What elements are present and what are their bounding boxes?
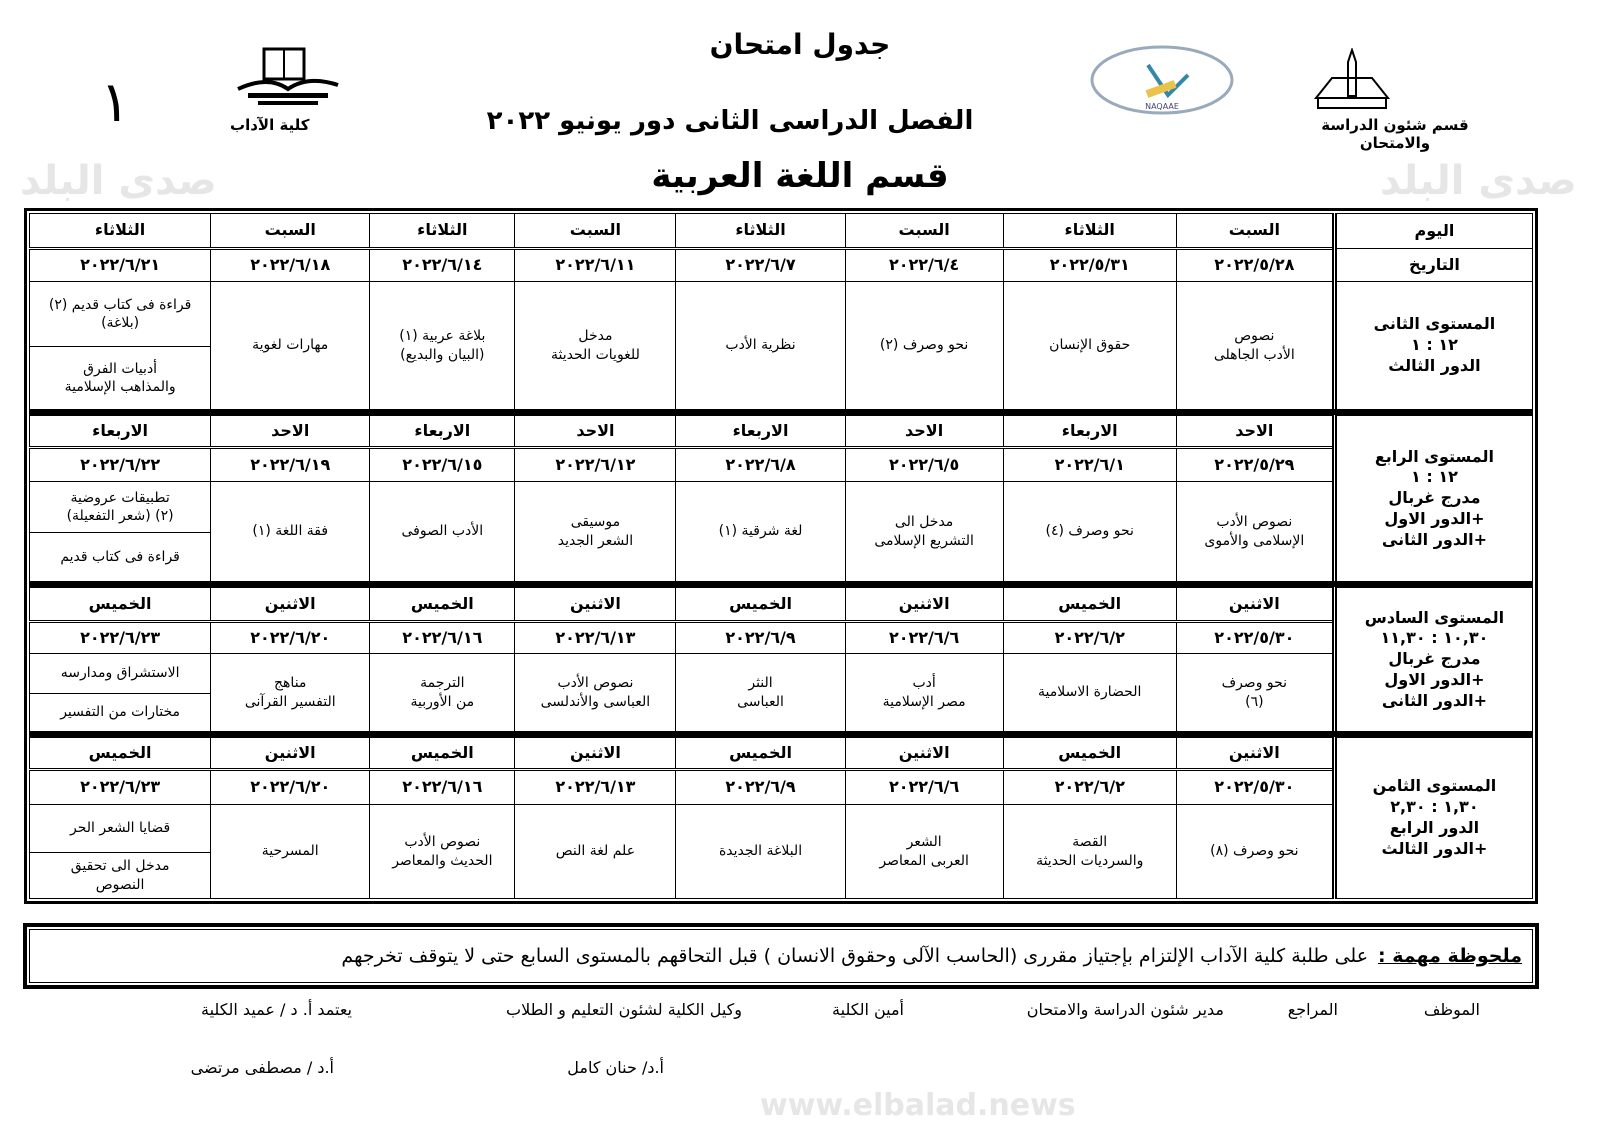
date-cell — [1176, 249, 1334, 282]
course-cell: النثر العباسى — [676, 654, 845, 735]
date-value: ٢٠٢٢/٦/١ — [1054, 454, 1125, 474]
course-cell: نصوص الأدب العباسى والأندلسى — [515, 654, 676, 735]
course-cell: مناهج التفسير القرآنى — [211, 654, 370, 735]
date-value: ٢٠٢٢/٦/٩ — [725, 777, 796, 797]
date-value: ٢٠٢٢/٥/٣١ — [1049, 255, 1130, 275]
course-row — [30, 805, 1533, 899]
day-cell: الاثنين — [211, 588, 370, 622]
signature-employee: الموظف — [1423, 1000, 1480, 1019]
course-cell: حقوق الإنسان — [1003, 282, 1176, 413]
day-cell: الاحد — [211, 416, 370, 448]
course-cell: مهارات لغوية — [211, 282, 370, 413]
course-row — [30, 482, 1533, 585]
date-value: ٢٠٢٢/٦/١٤ — [402, 255, 483, 275]
vice-dean-name: أ.د/ حنان كامل — [567, 1058, 664, 1077]
course-cell: موسيقى الشعر الجديد — [515, 482, 676, 585]
date-row — [30, 622, 1533, 654]
watermark-url: www.elbalad.news — [760, 1088, 1076, 1123]
semester-subtitle: الفصل الدراسى الثانى دور يونيو ٢٠٢٢ — [486, 106, 974, 136]
page-title: جدول امتحان — [709, 28, 891, 61]
level-section — [29, 587, 1533, 737]
course-row — [30, 654, 1533, 735]
course-cell: أدب مصر الإسلامية — [845, 654, 1003, 735]
date-cell — [845, 770, 1003, 805]
day-cell: الخميس — [370, 588, 515, 622]
level-label: المستوى الثانى ١٢ : ١ الدور الثالث — [1334, 282, 1532, 413]
day-cell: الاربعاء — [370, 416, 515, 448]
level-section — [29, 415, 1533, 587]
course-row — [30, 282, 1533, 413]
level-section — [29, 737, 1533, 899]
day-cell: الثلاثاء — [1003, 214, 1176, 249]
course-name: قراءة فى كتاب قديم (٢) (بلاغة) — [30, 282, 210, 347]
date-value: ٢٠٢٢/٦/٦ — [888, 627, 960, 647]
course-cell: الأدب الصوفى — [370, 482, 515, 585]
date-cell — [676, 249, 845, 282]
date-cell — [676, 448, 845, 482]
date-cell — [370, 249, 515, 282]
course-cell: نحو وصرف (٢) — [845, 282, 1003, 413]
date-value: ٢٠٢٢/٦/١٥ — [402, 454, 483, 474]
course-cell-split — [30, 282, 211, 413]
course-name: مختارات من التفسير — [60, 704, 181, 721]
course-cell: بلاغة عربية (١) (البيان والبديع) — [370, 282, 515, 413]
date-value: ٢٠٢٢/٦/٥ — [888, 454, 960, 474]
course-cell: فقة اللغة (١) — [211, 482, 370, 585]
level-label: المستوى السادس ١٠,٣٠ : ١١,٣٠ مدرج غربال +الدور الاول +الدور الثانى — [1334, 588, 1532, 735]
date-cell — [515, 448, 676, 482]
date-label: التاريخ — [1334, 249, 1532, 282]
date-cell — [30, 249, 211, 282]
watermark: صدى البلد — [20, 158, 217, 204]
date-row — [30, 448, 1533, 482]
course-cell: مدخل للغويات الحديثة — [515, 282, 676, 413]
faculty-logo-icon — [228, 45, 343, 107]
day-row — [30, 416, 1533, 448]
course-cell: نحو وصرف (٦) — [1176, 654, 1334, 735]
level-section — [29, 213, 1533, 415]
day-row — [30, 738, 1533, 770]
day-cell: الاربعاء — [676, 416, 845, 448]
course-cell: الشعر العربى المعاصر — [845, 805, 1003, 899]
date-value: ٢٠٢٢/٦/٢١ — [80, 255, 161, 275]
date-value: ٢٠٢٢/٦/١٩ — [250, 454, 331, 474]
exams-office-name: قسم شئون الدراسة والامتحان — [1321, 116, 1469, 152]
day-cell: الخميس — [30, 738, 211, 770]
date-value: ٢٠٢٢/٥/٣٠ — [1214, 777, 1295, 797]
date-value: ٢٠٢٢/٦/٦ — [888, 777, 960, 797]
exam-schedule-table — [24, 208, 1538, 904]
date-value: ٢٠٢٢/٦/١٣ — [555, 777, 636, 797]
signature-secretary: أمين الكلية — [832, 1000, 904, 1019]
date-cell — [211, 448, 370, 482]
day-row — [30, 588, 1533, 622]
course-name: تطبيقات عروضية (٢) (شعر التفعيلة) — [30, 482, 210, 533]
date-value: ٢٠٢٢/٦/٨ — [725, 454, 796, 474]
date-value: ٢٠٢٢/٦/٩ — [725, 627, 796, 647]
date-value: ٢٠٢٢/٦/٢٠ — [250, 777, 331, 797]
date-cell — [30, 448, 211, 482]
level-label: المستوى الرابع ١٢ : ١ مدرج غربال +الدور الاول +الدور الثانى — [1334, 416, 1532, 585]
course-cell: مدخل الى التشريع الإسلامى — [845, 482, 1003, 585]
day-cell: الاثنين — [211, 738, 370, 770]
day-cell: الاحد — [845, 416, 1003, 448]
date-row — [30, 249, 1533, 282]
date-value: ٢٠٢٢/٦/٢ — [1054, 777, 1125, 797]
important-note — [26, 926, 1536, 986]
date-value: ٢٠٢٢/٦/٢٣ — [80, 627, 161, 647]
course-cell-split — [30, 482, 211, 585]
day-cell: الخميس — [30, 588, 211, 622]
naqaae-text: NAQAAE — [1145, 102, 1179, 111]
faculty-name: كلية الآداب — [230, 116, 310, 134]
course-cell: القصة والسرديات الحديثة — [1003, 805, 1176, 899]
date-cell — [845, 249, 1003, 282]
date-value: ٢٠٢٢/٥/٢٨ — [1214, 255, 1295, 275]
date-cell — [370, 448, 515, 482]
day-label: اليوم — [1334, 214, 1532, 249]
course-cell: نصوص الأدب الجاهلى — [1176, 282, 1334, 413]
date-cell — [845, 622, 1003, 654]
day-cell: الثلاثاء — [370, 214, 515, 249]
department-title: قسم اللغة العربية — [651, 156, 949, 196]
course-cell: المسرحية — [211, 805, 370, 899]
date-value: ٢٠٢٢/٦/٢ — [1054, 627, 1125, 647]
course-cell: الترجمة من الأوربية — [370, 654, 515, 735]
course-cell: نظرية الأدب — [676, 282, 845, 413]
date-cell — [211, 249, 370, 282]
date-cell — [370, 622, 515, 654]
date-cell — [30, 770, 211, 805]
date-cell — [1176, 770, 1334, 805]
day-cell: الخميس — [1003, 588, 1176, 622]
day-cell: الاثنين — [515, 738, 676, 770]
date-value: ٢٠٢٢/٦/١٨ — [250, 255, 331, 275]
date-cell — [676, 622, 845, 654]
day-cell: الثلاثاء — [676, 214, 845, 249]
course-cell: الحضارة الاسلامية — [1003, 654, 1176, 735]
date-cell — [845, 448, 1003, 482]
date-cell — [1003, 770, 1176, 805]
date-cell — [515, 770, 676, 805]
day-cell: السبت — [211, 214, 370, 249]
date-value: ٢٠٢٢/٦/٧ — [725, 255, 796, 275]
date-value: ٢٠٢٢/٦/٤ — [888, 255, 960, 275]
day-cell: الاثنين — [845, 588, 1003, 622]
date-cell — [370, 770, 515, 805]
course-cell-split — [30, 654, 211, 735]
date-row — [30, 770, 1533, 805]
signature-dean: يعتمد أ. د / عميد الكلية — [200, 1000, 352, 1019]
day-cell: الاحد — [1176, 416, 1334, 448]
day-cell: الخميس — [676, 588, 845, 622]
day-cell: الاثنين — [845, 738, 1003, 770]
date-cell — [515, 622, 676, 654]
quality-assurance-logo-icon — [1088, 45, 1236, 115]
signature-reviewer: المراجع — [1287, 1000, 1338, 1019]
day-cell: الاربعاء — [30, 416, 211, 448]
day-cell: الخميس — [1003, 738, 1176, 770]
day-cell: السبت — [515, 214, 676, 249]
date-value: ٢٠٢٢/٦/٢٣ — [80, 777, 161, 797]
date-cell — [211, 622, 370, 654]
note-text: على طلبة كلية الآداب الإلتزام بإجتياز مقررى (الحاسب الآلى وحقوق الانسان ) قبل التحاقهم بالمستوى السابع حتى لا يتوقف تخرجهم — [341, 945, 1369, 967]
date-cell — [1176, 448, 1334, 482]
date-cell — [676, 770, 845, 805]
date-cell — [1003, 622, 1176, 654]
day-cell: الثلاثاء — [30, 214, 211, 249]
day-cell: الاربعاء — [1003, 416, 1176, 448]
course-name: أدبيات الفرق والمذاهب الإسلامية — [64, 360, 176, 395]
day-cell: السبت — [845, 214, 1003, 249]
date-value: ٢٠٢٢/٦/١٢ — [555, 454, 636, 474]
date-cell — [30, 622, 211, 654]
university-logo-icon — [1312, 48, 1392, 112]
day-cell: السبت — [1176, 214, 1334, 249]
level-label: المستوى الثامن ١,٣٠ : ٢,٣٠ الدور الرابع +الدور الثالث — [1334, 738, 1532, 899]
course-cell: نصوص الأدب الإسلامى والأموى — [1176, 482, 1334, 585]
date-cell — [211, 770, 370, 805]
watermark: صدى البلد — [1380, 158, 1577, 204]
course-name: قضايا الشعر الحر — [30, 805, 210, 853]
note-label: ملحوظة مهمة : — [1378, 945, 1522, 967]
page-number: ١ — [100, 70, 131, 135]
day-cell: الخميس — [370, 738, 515, 770]
date-value: ٢٠٢٢/٦/١١ — [555, 255, 636, 275]
day-row — [30, 214, 1533, 249]
day-cell: الاثنين — [1176, 738, 1334, 770]
course-cell: نصوص الأدب الحديث والمعاصر — [370, 805, 515, 899]
course-name: قراءة فى كتاب قديم — [60, 548, 180, 565]
signature-exams-director: مدير شئون الدراسة والامتحان — [1026, 1000, 1224, 1019]
date-cell — [1003, 448, 1176, 482]
course-cell: نحو وصرف (٨) — [1176, 805, 1334, 899]
day-cell: الاثنين — [515, 588, 676, 622]
date-cell — [515, 249, 676, 282]
date-value: ٢٠٢٢/٦/٢٠ — [250, 627, 331, 647]
day-cell: الاحد — [515, 416, 676, 448]
date-value: ٢٠٢٢/٥/٢٩ — [1214, 454, 1295, 474]
date-value: ٢٠٢٢/٦/١٦ — [402, 777, 483, 797]
course-cell: البلاغة الجديدة — [676, 805, 845, 899]
course-cell-split — [30, 805, 211, 899]
course-cell: علم لغة النص — [515, 805, 676, 899]
course-name: مدخل الى تحقيق النصوص — [70, 858, 170, 893]
date-value: ٢٠٢٢/٥/٣٠ — [1214, 627, 1295, 647]
day-cell: الخميس — [676, 738, 845, 770]
date-value: ٢٠٢٢/٦/١٣ — [555, 627, 636, 647]
signature-vice-dean: وكيل الكلية لشئون التعليم و الطلاب — [506, 1000, 742, 1019]
date-value: ٢٠٢٢/٦/١٦ — [402, 627, 483, 647]
date-value: ٢٠٢٢/٦/٢٢ — [80, 454, 161, 474]
course-cell: لغة شرقية (١) — [676, 482, 845, 585]
date-cell — [1176, 622, 1334, 654]
course-cell: نحو وصرف (٤) — [1003, 482, 1176, 585]
day-cell: الاثنين — [1176, 588, 1334, 622]
dean-name: أ.د / مصطفى مرتضى — [190, 1058, 334, 1077]
course-name: الاستشراق ومدارسه — [30, 654, 210, 694]
date-cell — [1003, 249, 1176, 282]
